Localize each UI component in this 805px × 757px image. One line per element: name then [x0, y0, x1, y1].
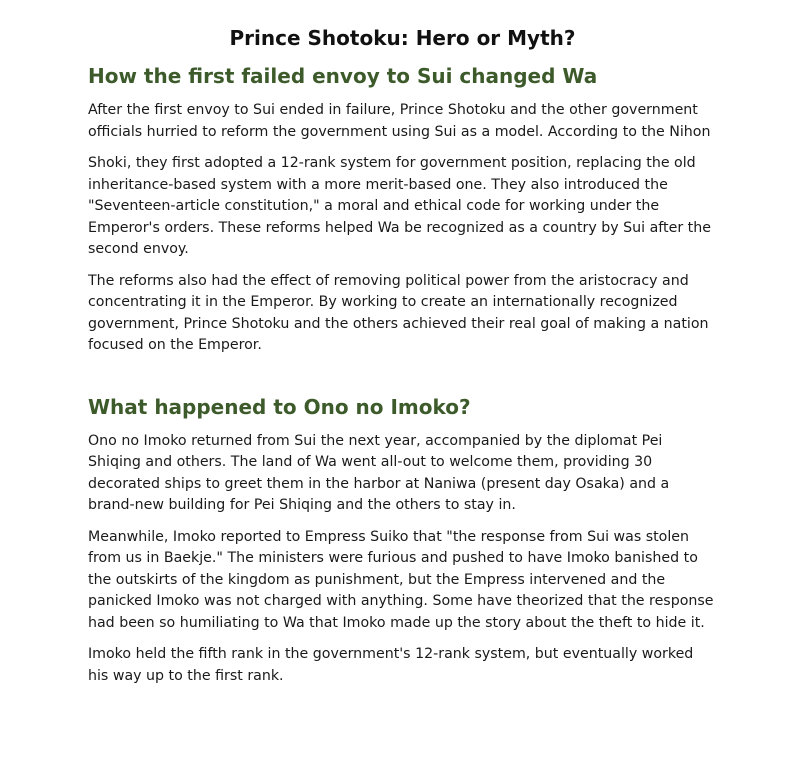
paragraph: Shoki, they first adopted a 12-rank system for government position, replacing the old inheritance-based system with a more merit-based one. They also introduced the "Seventeen-article constitution," a moral and ethical code for working under the Emperor's orders. These reforms helped Wa be recognized as a country by Sui after the second envoy. [88, 155, 711, 257]
section-failed-envoy [88, 62, 718, 357]
section-ono-no-imoko [88, 393, 718, 688]
section-heading: How the first failed envoy to Sui changed Wa [88, 64, 598, 88]
article-body [88, 62, 718, 697]
paragraph: After the first envoy to Sui ended in failure, Prince Shotoku and the other government officials hurried to reform the government using Sui as a model. According to the Nihon [88, 102, 711, 140]
page-title: Prince Shotoku: Hero or Myth? [229, 26, 576, 50]
paragraph: Imoko held the fifth rank in the government's 12-rank system, but eventually worked his way up to the first rank. [88, 646, 694, 684]
paragraph: The reforms also had the effect of removing political power from the aristocracy and concentrating it in the Emperor. By working to create an internationally recognized government, Prince Shotoku and the others achieved their real goal of making a nation focused on the Emperor. [88, 272, 709, 353]
section-spacer [88, 367, 718, 393]
section-heading: What happened to Ono no Imoko? [88, 394, 471, 419]
paragraph: Meanwhile, Imoko reported to Empress Suiko that "the response from Sui was stolen from us in Baekje." The ministers were furious and pushed to have Imoko banished to the outskirts of the kingdom as punishment, but the Empress intervened and the panicked Imoko was not charged with anything. Some have theorized that the response had been so humiliating to Wa that Imoko made up the story about the theft to hide it. [88, 528, 714, 631]
paragraph: Ono no Imoko returned from Sui the next year, accompanied by the diplomat Pei Shiqing and others. The land of Wa went all-out to welcome them, providing 30 decorated ships to greet them in the harbor at Naniwa (present day Osaka) and a brand-new building for Pei Shiqing and the others to stay in. [88, 432, 670, 513]
